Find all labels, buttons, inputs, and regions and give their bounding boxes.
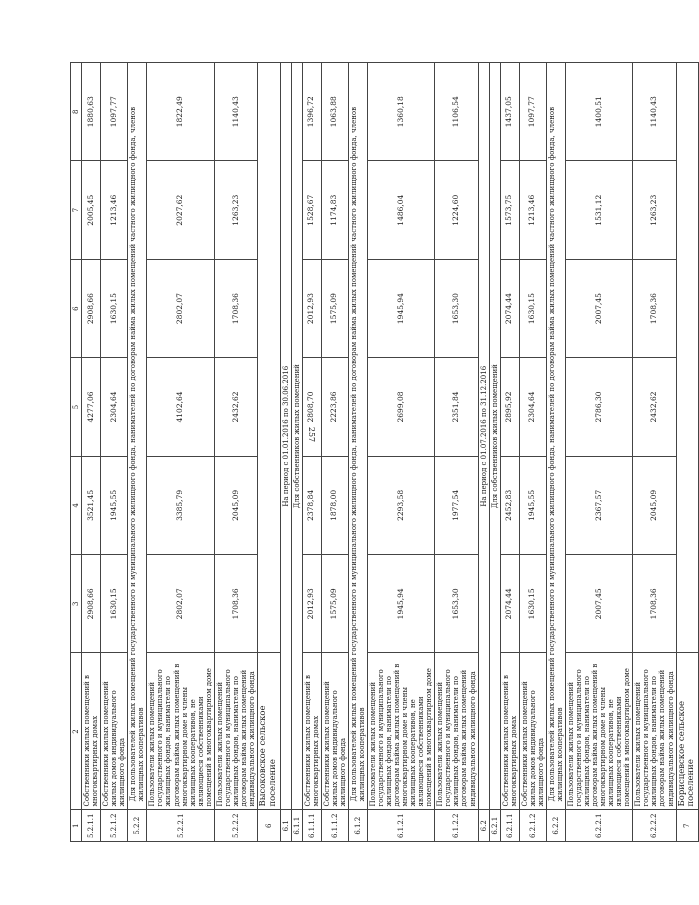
section-subheading: Для пользователей жилых помещений государственного и муниципального жилищного фонда, нанимателей по договорам найма жилых помещений частного жилищного фонда, членов жилищных кооперативов — [348, 63, 367, 811]
value-cell: 1486,04 — [367, 161, 434, 259]
value-cell: 2432,62 — [214, 358, 257, 456]
empty-cell — [257, 63, 280, 654]
table-row — [500, 63, 519, 842]
row-code: 6.1.2.1 — [367, 810, 434, 842]
table-row — [489, 63, 500, 842]
value-cell: 2802,07 — [147, 555, 214, 653]
table-row — [435, 63, 478, 842]
value-cell: 1140,43 — [214, 63, 257, 161]
row-code: 6.1.1.1 — [302, 810, 321, 842]
row-description: Собственники жилых помещений жилых домов индивидуального жилищного фонда — [321, 653, 348, 810]
value-cell: 1630,15 — [101, 555, 128, 653]
row-code: 5.2.2.2 — [214, 810, 257, 842]
row-description: Собственники жилых помещений в многоквартирных домах — [82, 653, 101, 810]
row-code: 7 — [676, 810, 699, 842]
table-row — [478, 63, 489, 842]
row-code: 5.2.2 — [128, 810, 147, 842]
period-heading: На период с 01.07.2016 по 31.12.2016 — [478, 63, 489, 811]
row-description: Пользователи жилых помещений государственного и муниципального жилищных фондов, наниматели по договорам найма жилых помещений индивидуального жилищного фонда — [214, 653, 257, 810]
table-row — [367, 63, 434, 842]
row-description: Пользователи жилых помещений государственного и муниципального жилищных фондов, наниматели по договорам найма жилых помещений в многоквартирном доме и члены жилищных кооперативов, не являющиеся собственниками помещений в многоквартирном доме — [565, 653, 632, 810]
value-cell: 1878,00 — [321, 456, 348, 554]
table-row — [280, 63, 291, 842]
value-cell: 2293,58 — [367, 456, 434, 554]
value-cell: 1140,43 — [633, 63, 676, 161]
value-cell: 3521,45 — [82, 456, 101, 554]
table-row — [633, 63, 676, 842]
value-cell: 2378,84 — [302, 456, 321, 554]
table-row — [101, 63, 128, 842]
value-cell: 1396,72 — [302, 63, 321, 161]
table-row — [257, 63, 280, 842]
empty-cell — [676, 63, 699, 654]
row-description: Пользователи жилых помещений государственного и муниципального жилищных фондов, наниматели по договорам найма жилых помещений в многоквартирном доме и члены жилищных кооперативов, не являющиеся собственниками помещений в многоквартирном доме — [147, 653, 214, 810]
row-code: 6.1.2.2 — [435, 810, 478, 842]
header-col-1: 1 — [71, 810, 82, 842]
row-code: 6 — [257, 810, 280, 842]
value-cell: 2027,62 — [147, 161, 214, 259]
tariff-table — [70, 62, 699, 842]
row-code: 6.2 — [478, 810, 489, 842]
table-row — [519, 63, 546, 842]
row-description: Пользователи жилых помещений государственного и муниципального жилищных фондов, наниматели по договорам найма жилых помещений индивидуального жилищного фонда — [435, 653, 478, 810]
table-row — [147, 63, 214, 842]
value-cell: 2007,45 — [565, 555, 632, 653]
row-code: 6.2.2 — [546, 810, 565, 842]
value-cell: 1945,55 — [101, 456, 128, 554]
section-subheading: Для пользователей жилых помещений государственного и муниципального жилищного фонда, нанимателей по договорам найма жилых помещений частного жилищного фонда, членов жилищных кооперативов — [546, 63, 565, 811]
value-cell: 2304,64 — [101, 358, 128, 456]
settlement-name: Высоковское сельское поселение — [257, 653, 280, 810]
row-code: 6.2.1.1 — [500, 810, 519, 842]
value-cell: 1653,30 — [435, 555, 478, 653]
table-row — [214, 63, 257, 842]
value-cell: 1575,09 — [321, 555, 348, 653]
row-code: 6.1 — [280, 810, 291, 842]
value-cell: 1263,23 — [633, 161, 676, 259]
table-row — [291, 63, 302, 842]
section-subheading: Для пользователей жилых помещений государственного и муниципального жилищного фонда, нанимателей по договорам найма жилых помещений частного жилищного фонда, членов жилищных кооперативов — [128, 63, 147, 811]
table-row — [128, 63, 147, 842]
value-cell: 2367,57 — [565, 456, 632, 554]
period-heading: На период с 01.01.2016 по 30.06.2016 — [280, 63, 291, 811]
value-cell: 2808,70 — [302, 358, 321, 456]
value-cell: 1708,36 — [633, 259, 676, 357]
row-code: 6.2.2.2 — [633, 810, 676, 842]
row-code: 5.2.1.1 — [82, 810, 101, 842]
value-cell: 1573,75 — [500, 161, 519, 259]
value-cell: 2304,64 — [519, 358, 546, 456]
row-code: 6.1.2 — [348, 810, 367, 842]
value-cell: 1630,15 — [519, 259, 546, 357]
settlement-name: Борисцевское сельское поселение — [676, 653, 699, 810]
row-description: Пользователи жилых помещений государственного и муниципального жилищных фондов, наниматели по договорам найма жилых помещений в многоквартирном доме и члены жилищных кооперативов, не являющиеся собственниками помещений в многоквартирном доме — [367, 653, 434, 810]
value-cell: 2223,86 — [321, 358, 348, 456]
row-code: 6.1.1 — [291, 810, 302, 842]
header-col-3: 3 — [71, 555, 82, 653]
table-row — [82, 63, 101, 842]
value-cell: 1213,46 — [519, 161, 546, 259]
value-cell: 1630,15 — [101, 259, 128, 357]
row-code: 6.1.1.2 — [321, 810, 348, 842]
value-cell: 2432,62 — [633, 358, 676, 456]
value-cell: 1174,83 — [321, 161, 348, 259]
header-col-5: 5 — [71, 358, 82, 456]
table-row — [565, 63, 632, 842]
value-cell: 1945,94 — [367, 259, 434, 357]
value-cell: 4102,64 — [147, 358, 214, 456]
row-code: 5.2.2.1 — [147, 810, 214, 842]
table-row — [676, 63, 699, 842]
table-row — [321, 63, 348, 842]
row-code: 6.2.2.1 — [565, 810, 632, 842]
value-cell: 1224,60 — [435, 161, 478, 259]
value-cell: 2351,84 — [435, 358, 478, 456]
value-cell: 1575,09 — [321, 259, 348, 357]
value-cell: 1106,54 — [435, 63, 478, 161]
value-cell: 2012,93 — [302, 555, 321, 653]
value-cell: 2699,08 — [367, 358, 434, 456]
header-col-8: 8 — [71, 63, 82, 161]
value-cell: 2005,45 — [82, 161, 101, 259]
value-cell: 1708,36 — [214, 555, 257, 653]
value-cell: 1708,36 — [214, 259, 257, 357]
value-cell: 2074,44 — [500, 259, 519, 357]
table-row — [546, 63, 565, 842]
row-code: 6.2.1.2 — [519, 810, 546, 842]
row-description: Пользователи жилых помещений государственного и муниципального жилищных фондов, наниматели по договорам найма жилых помещений индивидуального жилищного фонда — [633, 653, 676, 810]
value-cell: 1097,77 — [101, 63, 128, 161]
value-cell: 1708,36 — [633, 555, 676, 653]
header-col-2: 2 — [71, 653, 82, 810]
value-cell: 2908,66 — [82, 555, 101, 653]
value-cell: 1097,77 — [519, 63, 546, 161]
value-cell: 3385,79 — [147, 456, 214, 554]
value-cell: 2045,09 — [633, 456, 676, 554]
value-cell: 2452,83 — [500, 456, 519, 554]
row-description: Собственники жилых помещений жилых домов индивидуального жилищного фонда — [101, 653, 128, 810]
value-cell: 2786,30 — [565, 358, 632, 456]
value-cell: 1822,49 — [147, 63, 214, 161]
value-cell: 2045,09 — [214, 456, 257, 554]
value-cell: 1653,30 — [435, 259, 478, 357]
value-cell: 2895,92 — [500, 358, 519, 456]
value-cell: 1977,54 — [435, 456, 478, 554]
value-cell: 1630,15 — [519, 555, 546, 653]
value-cell: 1360,18 — [367, 63, 434, 161]
page-number: 257 — [307, 426, 317, 443]
header-col-7: 7 — [71, 161, 82, 259]
section-subheading: Для собственников жилых помещений — [489, 63, 500, 811]
header-row — [71, 63, 82, 842]
value-cell: 2074,44 — [500, 555, 519, 653]
header-col-4: 4 — [71, 456, 82, 554]
row-code: 6.2.1 — [489, 810, 500, 842]
header-col-6: 6 — [71, 259, 82, 357]
value-cell: 1213,46 — [101, 161, 128, 259]
value-cell: 1880,63 — [82, 63, 101, 161]
value-cell: 2908,66 — [82, 259, 101, 357]
value-cell: 1400,51 — [565, 63, 632, 161]
row-code: 5.2.1.2 — [101, 810, 128, 842]
row-description: Собственники жилых помещений жилых домов индивидуального жилищного фонда — [519, 653, 546, 810]
value-cell: 4277,06 — [82, 358, 101, 456]
rotated-table-container — [70, 62, 697, 842]
value-cell: 1063,88 — [321, 63, 348, 161]
table-row — [348, 63, 367, 842]
value-cell: 1945,55 — [519, 456, 546, 554]
value-cell: 1437,05 — [500, 63, 519, 161]
value-cell: 2007,45 — [565, 259, 632, 357]
value-cell: 2802,07 — [147, 259, 214, 357]
section-subheading: Для собственников жилых помещений — [291, 63, 302, 811]
value-cell: 1945,94 — [367, 555, 434, 653]
value-cell: 1263,23 — [214, 161, 257, 259]
value-cell: 1531,12 — [565, 161, 632, 259]
value-cell: 2012,93 — [302, 259, 321, 357]
value-cell: 1528,67 — [302, 161, 321, 259]
table-row — [302, 63, 321, 842]
row-description: Собственники жилых помещений в многоквартирных домах — [302, 653, 321, 810]
row-description: Собственники жилых помещений в многоквартирных домах — [500, 653, 519, 810]
